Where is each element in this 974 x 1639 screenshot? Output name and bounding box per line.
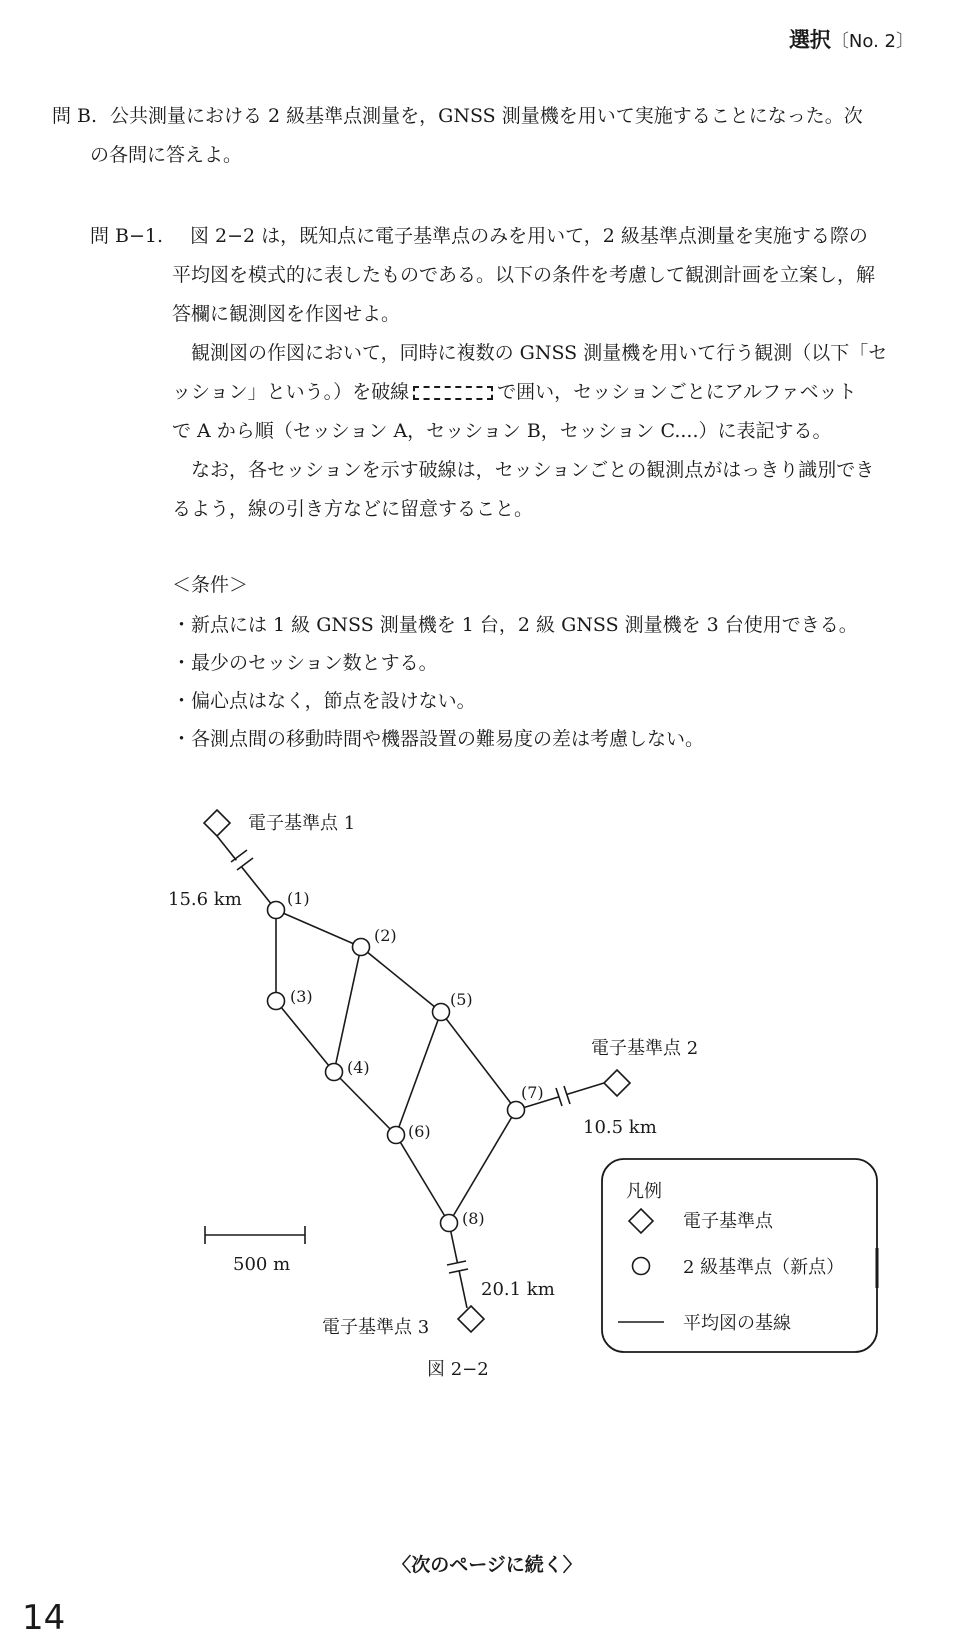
distance-cors3: 20.1 km [481, 1279, 555, 1300]
baseline-4-6 [334, 1072, 396, 1135]
baseline-2-5 [361, 947, 441, 1012]
question-b1-label: 問 B−1. [90, 225, 164, 247]
distance-cors2: 10.5 km [583, 1117, 657, 1138]
scale-label: 500 m [233, 1254, 291, 1275]
baseline-6-8 [396, 1135, 449, 1223]
legend-new-point-label: 2 級基準点（新点） [683, 1257, 845, 1278]
legend-cors-label: 電子基準点 [683, 1211, 773, 1232]
condition-item-3: ・偏心点はなく，節点を設けない。 [172, 690, 476, 712]
baseline-5-6 [396, 1012, 441, 1135]
legend-baseline-label: 平均図の基線 [683, 1313, 791, 1334]
cors2-label: 電子基準点 2 [591, 1038, 699, 1059]
baseline-3-4 [276, 1001, 334, 1072]
baseline-5-7 [441, 1012, 516, 1110]
question-b1-line8: るよう，線の引き方などに留意すること。 [172, 498, 534, 520]
baseline-2-4 [334, 947, 361, 1072]
baseline-1-2 [276, 910, 361, 947]
cors1-label: 電子基準点 1 [248, 813, 356, 834]
question-b1-line5b: で囲い，セッションごとにアルファベット [497, 381, 857, 403]
question-b1-line2: 平均図を模式的に表したものである。以下の条件を考慮して観測計画を立案し，解 [172, 264, 876, 286]
point-6-label: (6) [408, 1122, 431, 1141]
point-5-label: (5) [450, 990, 473, 1009]
point-4-label: (4) [347, 1058, 370, 1077]
cors2-diamond-icon [604, 1070, 630, 1096]
condition-item-4: ・各測点間の移動時間や機器設置の難易度の差は考慮しない。 [172, 728, 705, 750]
conditions-title: ＜条件＞ [172, 574, 249, 596]
point-4-circle-icon [326, 1064, 343, 1081]
question-b-line1: 公共測量における 2 級基準点測量を，GNSS 測量機を用いて実施することになった。次 [110, 105, 863, 127]
question-b1-line1: 図 2−2 は，既知点に電子基準点のみを用いて，2 級基準点測量を実施する際の [190, 225, 868, 247]
point-1-label: (1) [287, 889, 310, 908]
question-b1-line3: 答欄に観測図を作図せよ。 [172, 303, 401, 325]
select-label: 選択 [788, 28, 831, 52]
question-b-line2: の各問に答えよ。 [90, 144, 243, 166]
baseline-7-8 [449, 1110, 516, 1223]
cors3-label: 電子基準点 3 [322, 1317, 430, 1338]
figure-caption: 図 2−2 [427, 1359, 489, 1380]
legend-new-point-circle-icon [633, 1258, 650, 1275]
legend-title: 凡例 [626, 1181, 662, 1202]
point-2-circle-icon [353, 939, 370, 956]
scale-bar [205, 1226, 305, 1244]
question-b-label: 問 B. [52, 105, 98, 127]
point-1-circle-icon [268, 902, 285, 919]
point-7-label: (7) [521, 1083, 544, 1102]
question-b1-line7: なお，各セッションを示す破線は，セッションごとの観測点がはっきり識別でき [191, 459, 875, 481]
point-5-circle-icon [433, 1004, 450, 1021]
page-number: 14 [22, 1598, 66, 1638]
point-8-circle-icon [441, 1215, 458, 1232]
cors1-diamond-icon [204, 810, 230, 836]
point-6-circle-icon [388, 1127, 405, 1144]
point-3-circle-icon [268, 993, 285, 1010]
continue-notice: 〈次のページに続く〉 [392, 1554, 582, 1576]
point-7-circle-icon [508, 1102, 525, 1119]
distance-cors1: 15.6 km [168, 889, 242, 910]
point-3-label: (3) [290, 987, 313, 1006]
point-8-label: (8) [462, 1209, 485, 1228]
question-b1-line5a: ッション」という。）を破線 [172, 381, 410, 403]
question-number: 〔No. 2〕 [830, 31, 914, 52]
point-2-label: (2) [374, 926, 397, 945]
condition-item-1: ・新点には 1 級 GNSS 測量機を 1 台，2 級 GNSS 測量機を 3 台使用できる。 [172, 614, 858, 636]
cors3-diamond-icon [458, 1306, 484, 1332]
condition-item-2: ・最少のセッション数とする。 [172, 652, 438, 674]
question-b1-line4: 観測図の作図において，同時に複数の GNSS 測量機を用いて行う観測（以下「セ [191, 342, 888, 364]
question-b1-line6: で A から順（セッション A，セッション B，セッション C....）に表記する。 [172, 420, 832, 442]
